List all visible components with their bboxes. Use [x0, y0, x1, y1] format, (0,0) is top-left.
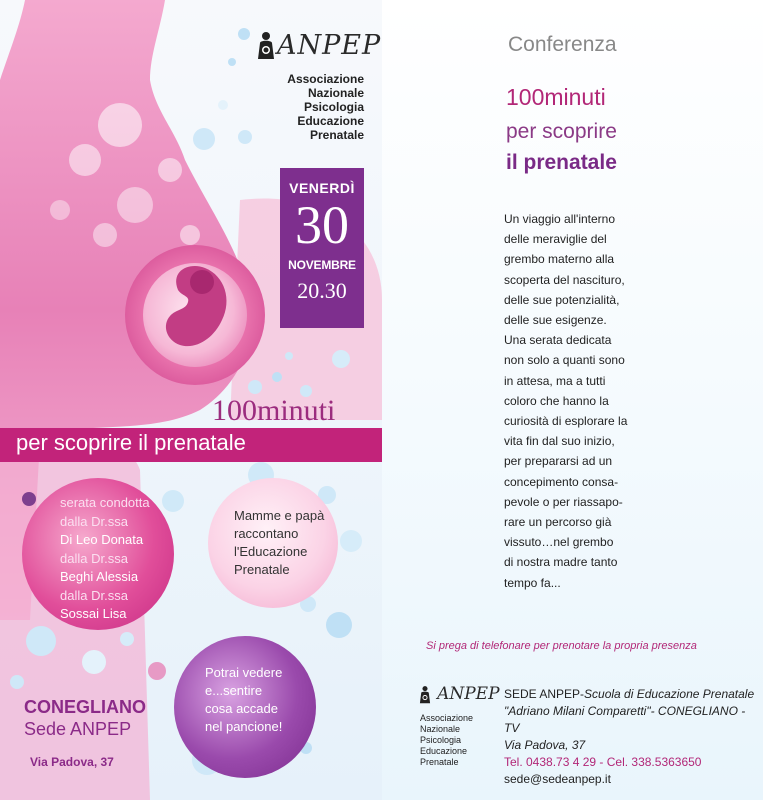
speakers-line: dalla Dr.ssa: [60, 587, 128, 603]
conference-heading: Conferenza: [508, 33, 617, 56]
anpep-logo: [255, 30, 381, 61]
bubble-decoration: [228, 58, 236, 66]
potrai-line: nel pancione!: [205, 719, 283, 734]
location-block: [24, 696, 146, 740]
bubble-decoration: [285, 352, 293, 360]
speakers-line: dalla Dr.ssa: [60, 550, 128, 566]
bubble-decoration: [162, 490, 184, 512]
description-line: in attesa, ma a tutti: [504, 373, 606, 388]
association-line: Psicologia: [420, 735, 462, 745]
contact-sede: SEDE ANPEP-: [504, 687, 585, 701]
title-band: [0, 428, 382, 462]
description-line: di nostra madre tanto: [504, 555, 618, 570]
location-venue: Sede ANPEP: [24, 719, 132, 739]
bubble-decoration: [332, 350, 350, 368]
event-date-box: [280, 168, 364, 328]
bubble-decoration: [120, 632, 134, 646]
description-line: grembo materno alla: [504, 252, 615, 267]
description-line: delle sue potenzialità,: [504, 292, 620, 307]
speaker-name: Sossai Lisa: [60, 606, 127, 621]
description-line: delle meraviglie del: [504, 232, 607, 247]
bubble-decoration: [248, 380, 262, 394]
speakers-line: serata condotta: [60, 495, 150, 510]
bubble-decoration: [272, 372, 282, 382]
description-line: tempo fa...: [504, 575, 561, 590]
mamme-line: Prenatale: [234, 562, 290, 577]
association-line: Associazione: [287, 72, 364, 86]
association-line: Nazionale: [420, 724, 461, 734]
mamme-text: [234, 507, 324, 579]
logo-wordmark-small: ANPEP: [437, 684, 500, 704]
association-name: [287, 72, 364, 142]
event-time: 20.30: [297, 278, 347, 303]
association-line: Psicologia: [303, 100, 364, 114]
location-address: Via Padova, 37: [30, 755, 114, 769]
potrai-line: Potrai vedere: [205, 665, 283, 680]
right-panel: [382, 0, 763, 800]
flyer-title-subtitle: per scoprire il prenatale: [16, 430, 246, 455]
description-line: Una serata dedicata: [504, 333, 612, 348]
location-city: CONEGLIANO: [24, 697, 147, 717]
contact-school: Scuola di Educazione Prenatale: [584, 687, 755, 701]
description-text: [504, 209, 644, 593]
association-line: Prenatale: [420, 757, 459, 767]
description-line: delle sue esigenze.: [504, 313, 607, 328]
booking-notice: Si prega di telefonare per prenotare la propria presenza: [426, 640, 697, 652]
bubble-decoration: [82, 650, 106, 674]
logo-wordmark: ANPEP: [277, 30, 382, 61]
bubble-decoration: [193, 128, 215, 150]
association-line: Educazione: [297, 114, 364, 128]
speaker-name: Di Leo Donata: [60, 532, 144, 547]
event-weekday: VENERDÌ: [289, 180, 355, 196]
association-line: Associazione: [420, 713, 474, 723]
contact-phones[interactable]: Tel. 0438.73 4 29 - Cel. 338.5363650: [504, 755, 702, 769]
description-line: non solo a quanti sono: [504, 353, 625, 368]
event-month: NOVEMBRE: [288, 258, 356, 272]
bubble-decoration: [148, 662, 166, 680]
right-title-line3: il prenatale: [506, 151, 617, 174]
association-name-small: [420, 713, 473, 768]
bubble-decoration: [10, 675, 24, 689]
bubble-decoration: [22, 492, 36, 506]
right-title-line2: per scoprire: [506, 120, 617, 143]
right-title-line1: 100minuti: [506, 84, 606, 110]
description-line: coloro che hanno la: [504, 393, 609, 408]
bubble-decoration: [238, 130, 252, 144]
mother-child-logo-icon: [418, 685, 432, 705]
potrai-line: cosa accade: [205, 701, 278, 716]
mamme-line: Mamme e papà: [234, 508, 325, 523]
description-line: pevole o per riassapo-: [504, 494, 623, 509]
speakers-line: dalla Dr.ssa: [60, 513, 128, 529]
bubble-decoration: [326, 612, 352, 638]
contact-named: "Adriano Milani Comparetti"- CONEGLIANO - TV: [504, 704, 746, 735]
contact-block: [504, 686, 763, 788]
contact-email[interactable]: sede@sedeanpep.it: [504, 772, 611, 786]
bubble-decoration: [340, 530, 362, 552]
description-line: per prepararsi ad un: [504, 454, 613, 469]
description-line: concepimento consa-: [504, 474, 619, 489]
contact-street: Via Padova, 37: [504, 738, 586, 752]
description-line: Un viaggio all'interno: [504, 212, 616, 226]
description-line: scoperta del nascituro,: [504, 272, 625, 287]
potrai-line: e...sentire: [205, 683, 263, 698]
anpep-logo-small: [418, 684, 500, 705]
speaker-name: Beghi Alessia: [60, 569, 139, 584]
mamme-line: l'Educazione: [234, 544, 308, 559]
description-line: vissuto…nel grembo: [504, 535, 614, 550]
description-line: rare un percorso già: [504, 515, 612, 530]
association-line: Educazione: [420, 746, 468, 756]
speakers-text: [60, 494, 150, 624]
contact-sede-line: [504, 686, 763, 703]
mamme-line: raccontano: [234, 526, 299, 541]
event-day: 30: [295, 195, 349, 255]
mother-child-logo-icon: [255, 31, 277, 61]
potrai-text: [205, 664, 282, 736]
bubble-decoration: [26, 626, 56, 656]
association-line: Nazionale: [307, 86, 364, 100]
association-line: Prenatale: [309, 128, 364, 142]
bubble-decoration: [238, 28, 250, 40]
bubble-decoration: [218, 100, 228, 110]
description-line: vita fin dal suo inizio,: [504, 434, 615, 449]
description-line: curiosità di esplorare la: [504, 414, 628, 429]
flyer-title-minutes: 100minuti: [212, 394, 336, 427]
